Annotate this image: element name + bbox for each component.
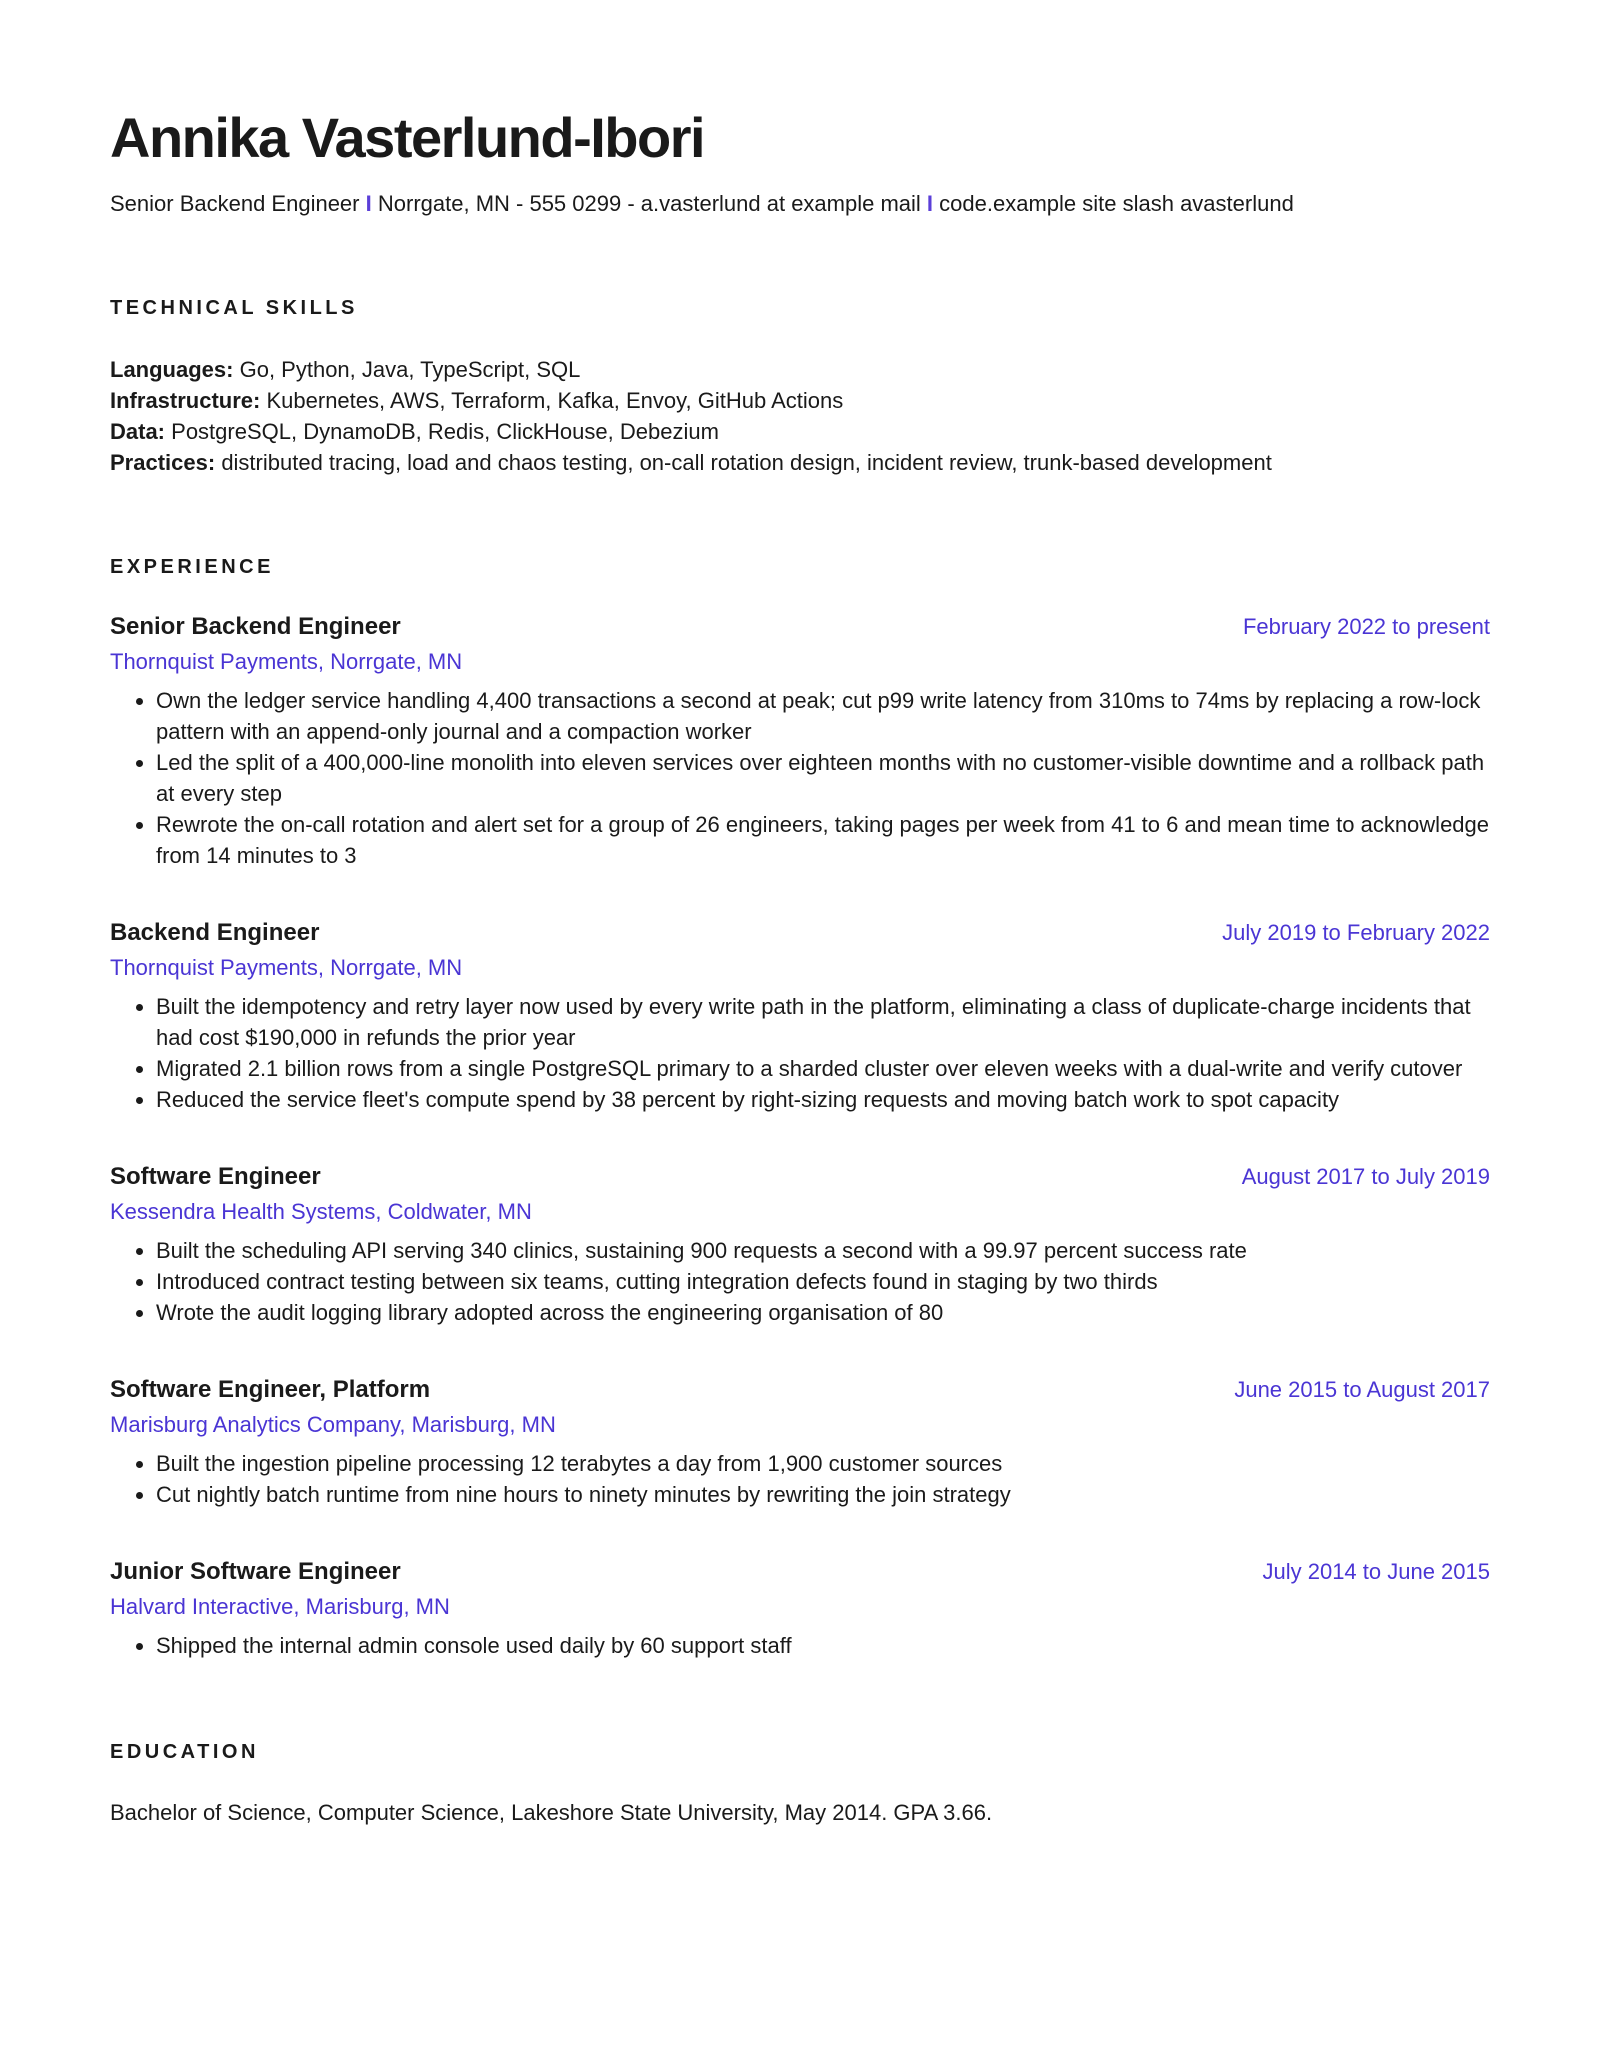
job-header (110, 1163, 1490, 1191)
job-title: Software Engineer (110, 1162, 321, 1190)
jobs-list (110, 613, 1490, 1661)
job-header (110, 613, 1490, 641)
skill-row (110, 447, 1490, 478)
skill-category: Practices: (110, 449, 216, 475)
job-company: Marisburg Analytics Company, Marisburg, MN (110, 1411, 556, 1437)
contact-details: Norrgate, MN - 555 0299 - a.vasterlund at example mail (377, 191, 921, 216)
job-dates: June 2015 to August 2017 (1234, 1376, 1490, 1402)
job-title: Junior Software Engineer (110, 1557, 401, 1585)
job-entry (110, 1163, 1490, 1328)
job-dates: February 2022 to present (1242, 613, 1490, 639)
headline-title: Senior Backend Engineer (110, 191, 360, 216)
skill-row (110, 416, 1490, 447)
job-bullet: • Own the ledger service handling 4,400 transactions a second at peak; cut p99 write latency from 310ms to 74ms by replacing a row-lock pattern with an append-only journal and a compaction worker (156, 685, 1490, 747)
job-bullets (110, 685, 1490, 871)
job-dates: July 2014 to June 2015 (1262, 1558, 1490, 1584)
separator: I (365, 191, 372, 216)
job-header (110, 1558, 1490, 1586)
job-bullets (110, 991, 1490, 1115)
candidate-name: Annika Vasterlund-Ibori (110, 106, 705, 169)
job-title: Senior Backend Engineer (110, 612, 401, 640)
skill-row (110, 354, 1490, 385)
job-company: Kessendra Health Systems, Coldwater, MN (110, 1198, 532, 1224)
job-dates: July 2019 to February 2022 (1222, 919, 1490, 945)
skill-category: Infrastructure: (110, 387, 261, 413)
job-bullet: • Migrated 2.1 billion rows from a single PostgreSQL primary to a sharded cluster over eleven weeks with a dual-write and verify cutover (156, 1053, 1490, 1084)
job-bullet: • Introduced contract testing between six teams, cutting integration defects found in staging by two thirds (156, 1266, 1490, 1297)
job-title: Backend Engineer (110, 918, 320, 946)
contact-line (110, 190, 1490, 219)
job-header (110, 1376, 1490, 1404)
education-entry: Bachelor of Science, Computer Science, Lakeshore State University, May 2014. GPA 3.66. (110, 1799, 993, 1825)
job-bullet: • Reduced the service fleet's compute spend by 38 percent by right-sizing requests and moving batch work to spot capacity (156, 1084, 1490, 1115)
job-bullet: • Built the ingestion pipeline processing 12 terabytes a day from 1,900 customer sources (156, 1448, 1490, 1479)
skill-category: Languages: (110, 356, 234, 382)
education-section (110, 1741, 1490, 1826)
skills-list (110, 354, 1490, 478)
job-header (110, 919, 1490, 947)
skills-section (110, 297, 1490, 478)
skill-row (110, 385, 1490, 416)
separator: I (926, 191, 934, 216)
skill-category: Data: (110, 418, 166, 444)
job-entry (110, 1558, 1490, 1661)
job-company: Thornquist Payments, Norrgate, MN (110, 954, 463, 980)
skill-values: distributed tracing, load and chaos testing, on-call rotation design, incident review, trunk-based development (221, 449, 1272, 475)
job-bullets (110, 1448, 1490, 1510)
job-entry (110, 613, 1490, 871)
section-heading-experience: EXPERIENCE (110, 555, 274, 578)
job-bullet: • Built the scheduling API serving 340 clinics, sustaining 900 requests a second with a 99.97 percent success rate (156, 1235, 1490, 1266)
experience-section (110, 556, 1490, 1661)
section-heading-skills: TECHNICAL SKILLS (110, 296, 358, 319)
job-bullets (110, 1630, 1490, 1661)
website-text: code.example site slash avasterlund (939, 191, 1294, 216)
job-bullets (110, 1235, 1490, 1328)
skill-values: Kubernetes, AWS, Terraform, Kafka, Envoy, GitHub Actions (266, 387, 844, 413)
section-heading-education: EDUCATION (110, 1740, 259, 1763)
skill-values: PostgreSQL, DynamoDB, Redis, ClickHouse, Debezium (171, 418, 719, 444)
job-entry (110, 919, 1490, 1115)
job-entry (110, 1376, 1490, 1510)
job-dates: August 2017 to July 2019 (1241, 1163, 1490, 1189)
job-bullet: • Led the split of a 400,000-line monolith into eleven services over eighteen months with no customer-visible downtime and a rollback path at every step (156, 747, 1490, 809)
job-bullet: • Rewrote the on-call rotation and alert set for a group of 26 engineers, taking pages per week from 41 to 6 and mean time to acknowledge from 14 minutes to 3 (156, 809, 1490, 871)
job-company: Thornquist Payments, Norrgate, MN (110, 648, 463, 674)
job-bullet: • Wrote the audit logging library adopted across the engineering organisation of 80 (156, 1297, 1490, 1328)
job-bullet: • Cut nightly batch runtime from nine hours to ninety minutes by rewriting the join strategy (156, 1479, 1490, 1510)
job-bullet: • Built the idempotency and retry layer now used by every write path in the platform, eliminating a class of duplicate-charge incidents that had cost $190,000 in refunds the prior year (156, 991, 1490, 1053)
job-bullet: • Shipped the internal admin console used daily by 60 support staff (156, 1630, 1490, 1661)
job-company: Halvard Interactive, Marisburg, MN (110, 1593, 450, 1619)
job-title: Software Engineer, Platform (110, 1375, 431, 1403)
skill-values: Go, Python, Java, TypeScript, SQL (239, 356, 581, 382)
